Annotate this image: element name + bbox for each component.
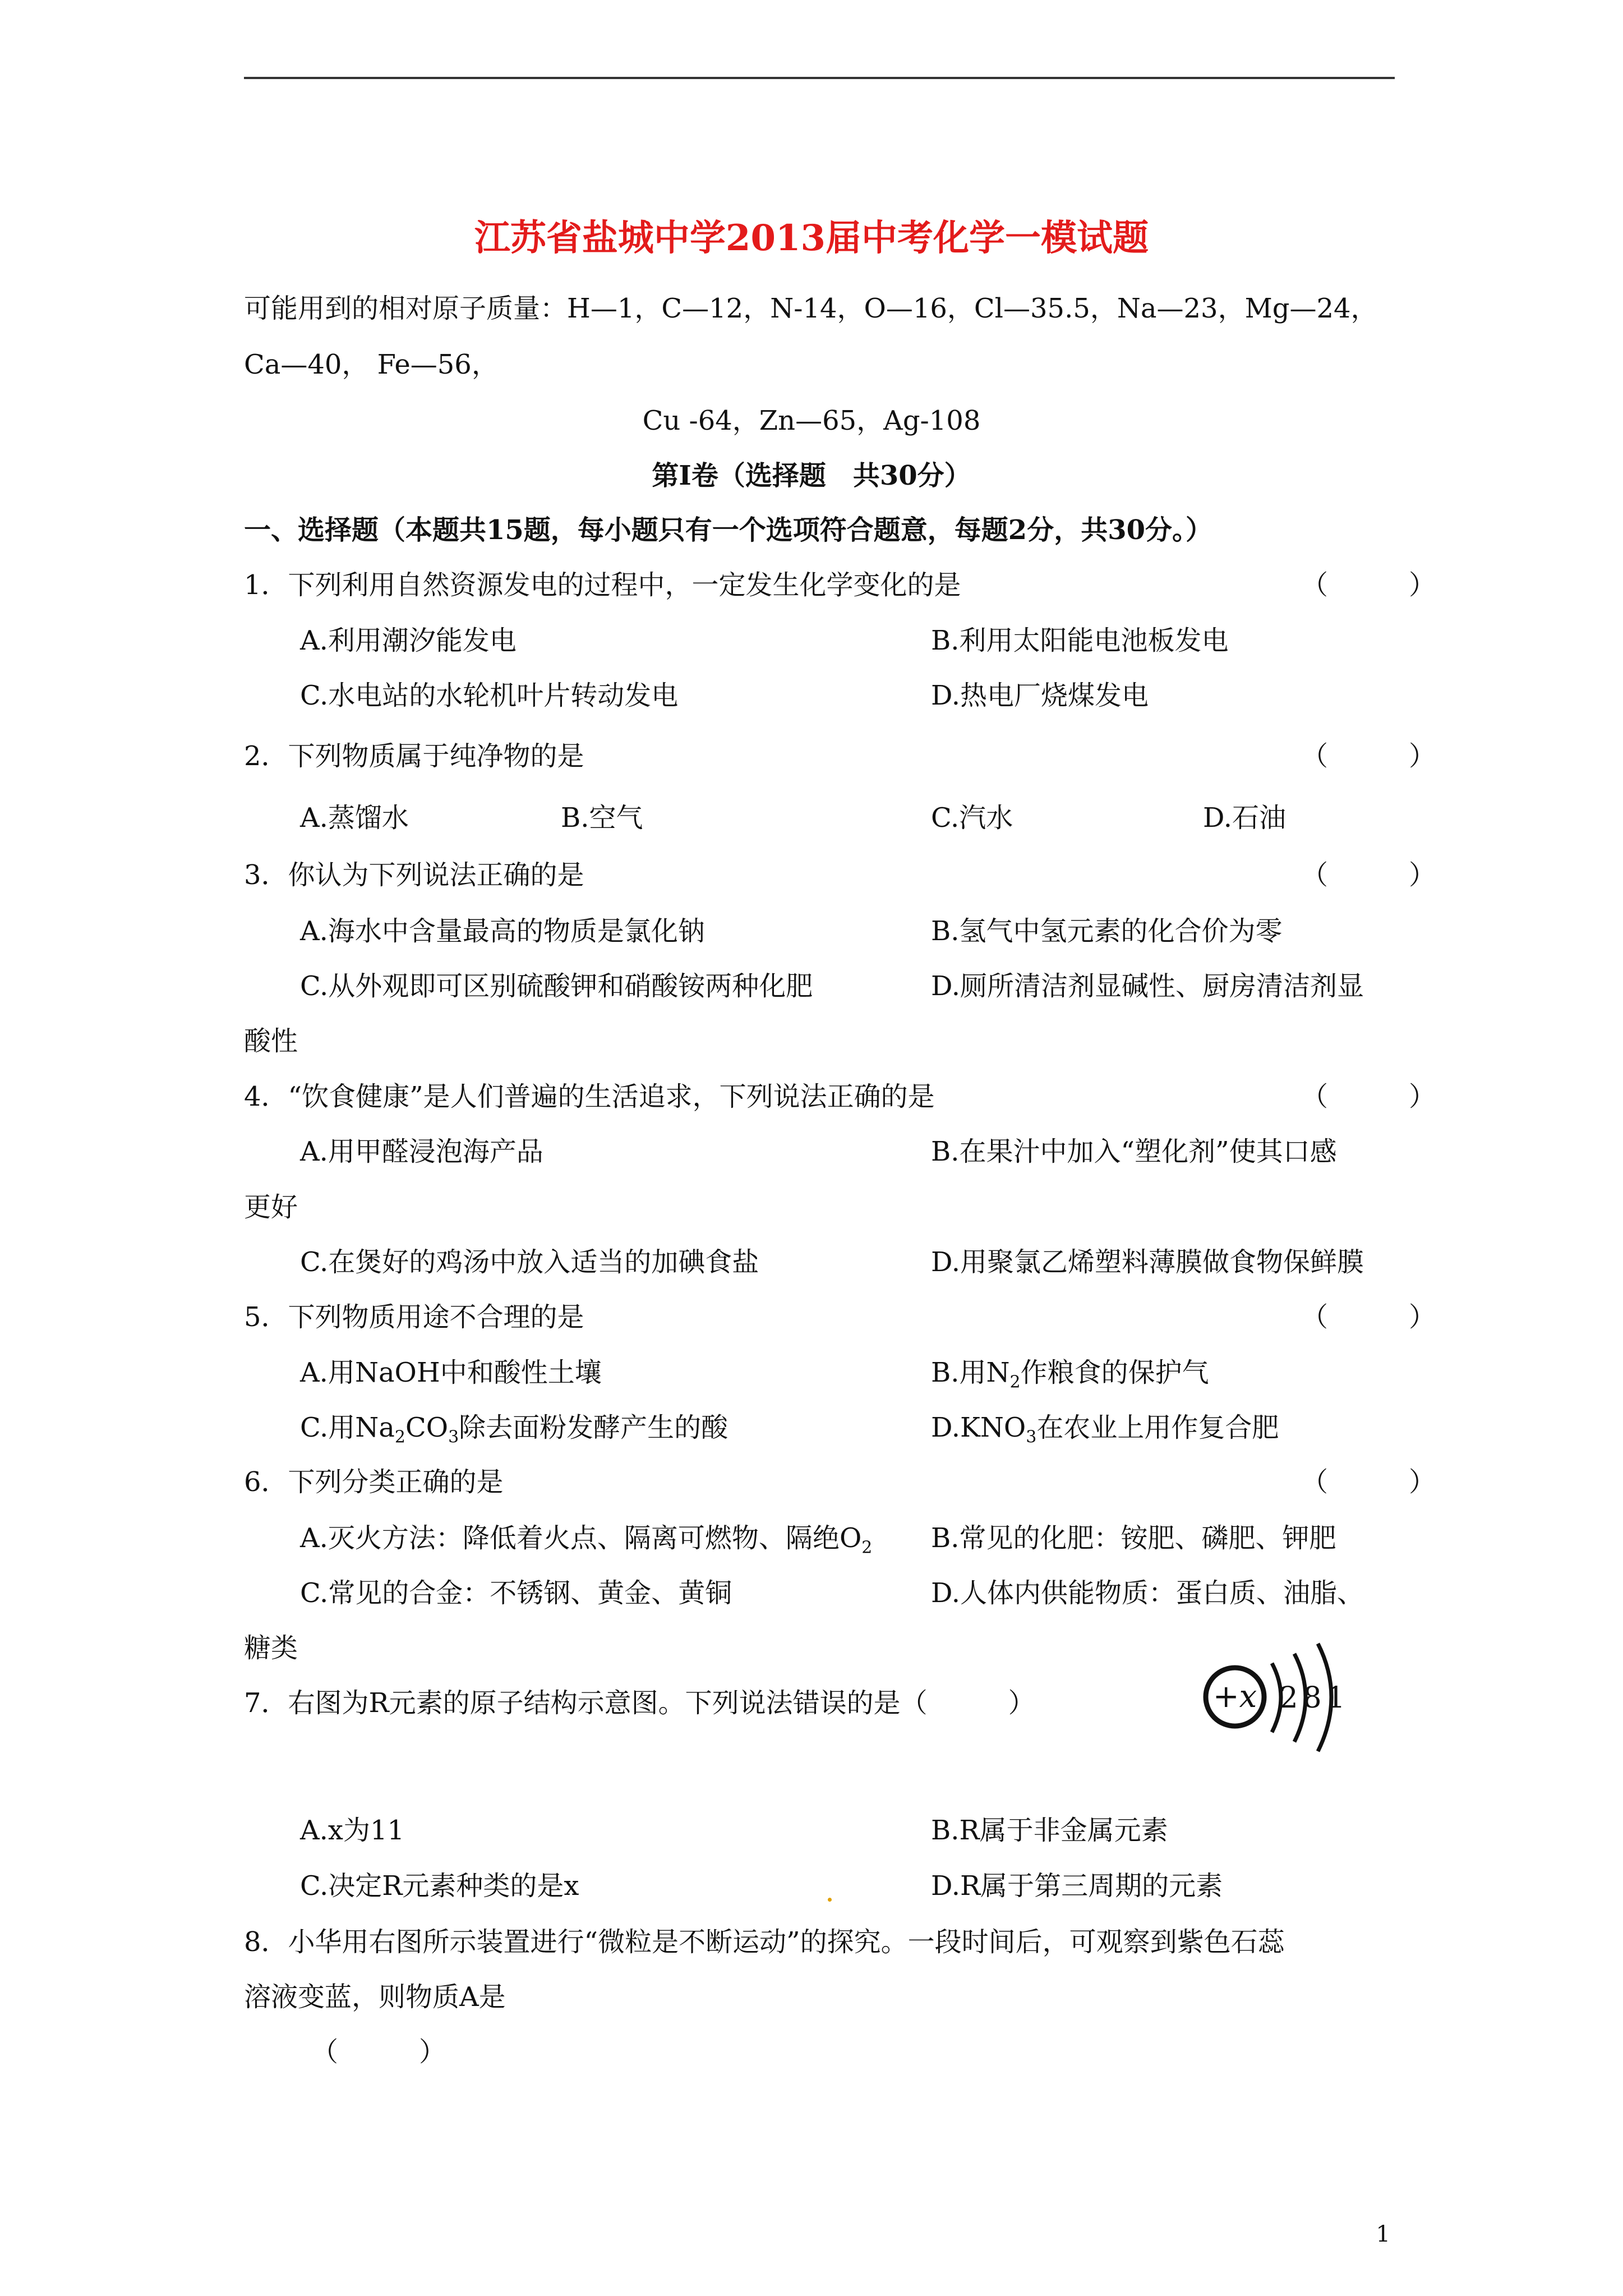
q7-option-a: A.x为11 (300, 1815, 405, 1846)
q8-answer-bracket: （ ） (311, 2036, 446, 2068)
q4-option-b-continuation: 更好 (244, 1191, 298, 1223)
nucleus-charge-label: +x (1212, 1678, 1257, 1715)
q8-stem-line-1: 8．小华用右图所示装置进行“微粒是不断运动”的探究。一段时间后，可观察到紫色石蕊 (244, 1926, 1285, 1958)
shell-1-count: 2 (1279, 1681, 1298, 1715)
q6-option-a: A.灭火方法：降低着火点、隔离可燃物、隔绝$O_2$ (300, 1522, 873, 1558)
q6-option-b: B.常见的化肥：铵肥、磷肥、钾肥 (931, 1522, 1336, 1554)
shell-3-count: 1 (1326, 1681, 1345, 1715)
q8-stem-line-2: 溶液变蓝，则物质A是 (244, 1981, 506, 2013)
q6-answer-bracket: （ ） (1301, 1466, 1436, 1498)
q6-option-d: D.人体内供能物质：蛋白质、油脂、 (931, 1577, 1364, 1609)
q2-option-d: D.石油 (1203, 802, 1287, 834)
q3-stem: 3．你认为下列说法正确的是 (244, 859, 584, 891)
q3-option-a: A.海水中含量最高的物质是氯化钠 (300, 915, 705, 947)
q1-stem: 1．下列利用自然资源发电的过程中，一定发生化学变化的是 (244, 569, 961, 601)
q7-stem: 7．右图为R元素的原子结构示意图。下列说法错误的是（ ） (244, 1687, 1035, 1719)
atomic-masses-line-2: Ca—40， Fe—56， (244, 349, 499, 380)
q5-answer-bracket: （ ） (1301, 1301, 1436, 1333)
volume-title: 第Ⅰ卷（选择题 共30分） (652, 460, 971, 491)
q4-option-c: C.在煲好的鸡汤中放入适当的加碘食盐 (300, 1246, 759, 1278)
q2-option-a: A.蒸馏水 (300, 802, 409, 834)
q6-option-c: C.常见的合金：不锈钢、黄金、黄铜 (300, 1577, 732, 1609)
shell-2-count: 8 (1303, 1681, 1322, 1715)
page-title: 江苏省盐城中学2013届中考化学一模试题 (474, 217, 1149, 259)
q3-answer-bracket: （ ） (1301, 859, 1436, 891)
atomic-masses-line-1: 可能用到的相对原子质量：H—1，C—12，N-14，O—16，Cl—35.5，Na—23，Mg—24， (244, 293, 1378, 324)
q2-option-c: C.汽水 (931, 802, 1013, 834)
q3-option-b: B.氢气中氢元素的化合价为零 (931, 915, 1283, 947)
q4-stem: 4．“饮食健康”是人们普遍的生活追求，下列说法正确的是 (244, 1081, 935, 1112)
q3-option-d: D.厕所清洁剂显碱性、厨房清洁剂显 (931, 970, 1364, 1002)
q6-stem: 6．下列分类正确的是 (244, 1466, 504, 1498)
q1-answer-bracket: （ ） (1301, 569, 1436, 601)
q2-answer-bracket: （ ） (1301, 740, 1436, 772)
header-rule (244, 77, 1395, 79)
q7-option-d: D.R属于第三周期的元素 (931, 1870, 1223, 1902)
q5-option-c: C.用$Na_2CO_3$除去面粉发酵产生的酸 (300, 1412, 728, 1447)
q5-stem: 5．下列物质用途不合理的是 (244, 1301, 584, 1333)
stray-dot-mark (828, 1898, 832, 1902)
q1-option-a: A.利用潮汐能发电 (300, 625, 517, 656)
q3-option-c: C.从外观即可区别硫酸钾和硝酸铵两种化肥 (300, 970, 813, 1002)
atom-structure-diagram (1195, 1632, 1357, 1784)
q1-option-c: C.水电站的水轮机叶片转动发电 (300, 680, 679, 711)
q1-option-d: D.热电厂烧煤发电 (931, 680, 1149, 711)
atomic-masses-line-3: Cu -64，Zn—65，Ag-108 (642, 405, 981, 436)
q4-option-d: D.用聚氯乙烯塑料薄膜做食物保鲜膜 (931, 1246, 1364, 1278)
q3-option-d-continuation: 酸性 (244, 1025, 298, 1057)
q7-option-b: B.R属于非金属元素 (931, 1815, 1168, 1846)
q5-option-d: $D.KNO_3$在农业上用作复合肥 (931, 1412, 1279, 1447)
q4-answer-bracket: （ ） (1301, 1081, 1436, 1112)
q4-option-b: B.在果汁中加入“塑化剂”使其口感 (931, 1136, 1337, 1167)
q5-option-a: A.用NaOH中和酸性土壤 (300, 1357, 602, 1388)
page-number: 1 (1376, 2221, 1390, 2247)
q2-stem: 2．下列物质属于纯净物的是 (244, 740, 584, 772)
q1-option-b: B.利用太阳能电池板发电 (931, 625, 1229, 656)
q6-option-d-continuation: 糖类 (244, 1632, 298, 1664)
q2-option-b: B.空气 (561, 802, 643, 834)
section-title: 一、选择题（本题共15题，每小题只有一个选项符合题意，每题2分，共30分。） (244, 514, 1212, 546)
q4-option-a: A.用甲醛浸泡海产品 (300, 1136, 543, 1167)
q5-option-b: B.用$N_2$作粮食的保护气 (931, 1357, 1209, 1392)
q7-option-c: C.决定R元素种类的是x (300, 1870, 579, 1902)
